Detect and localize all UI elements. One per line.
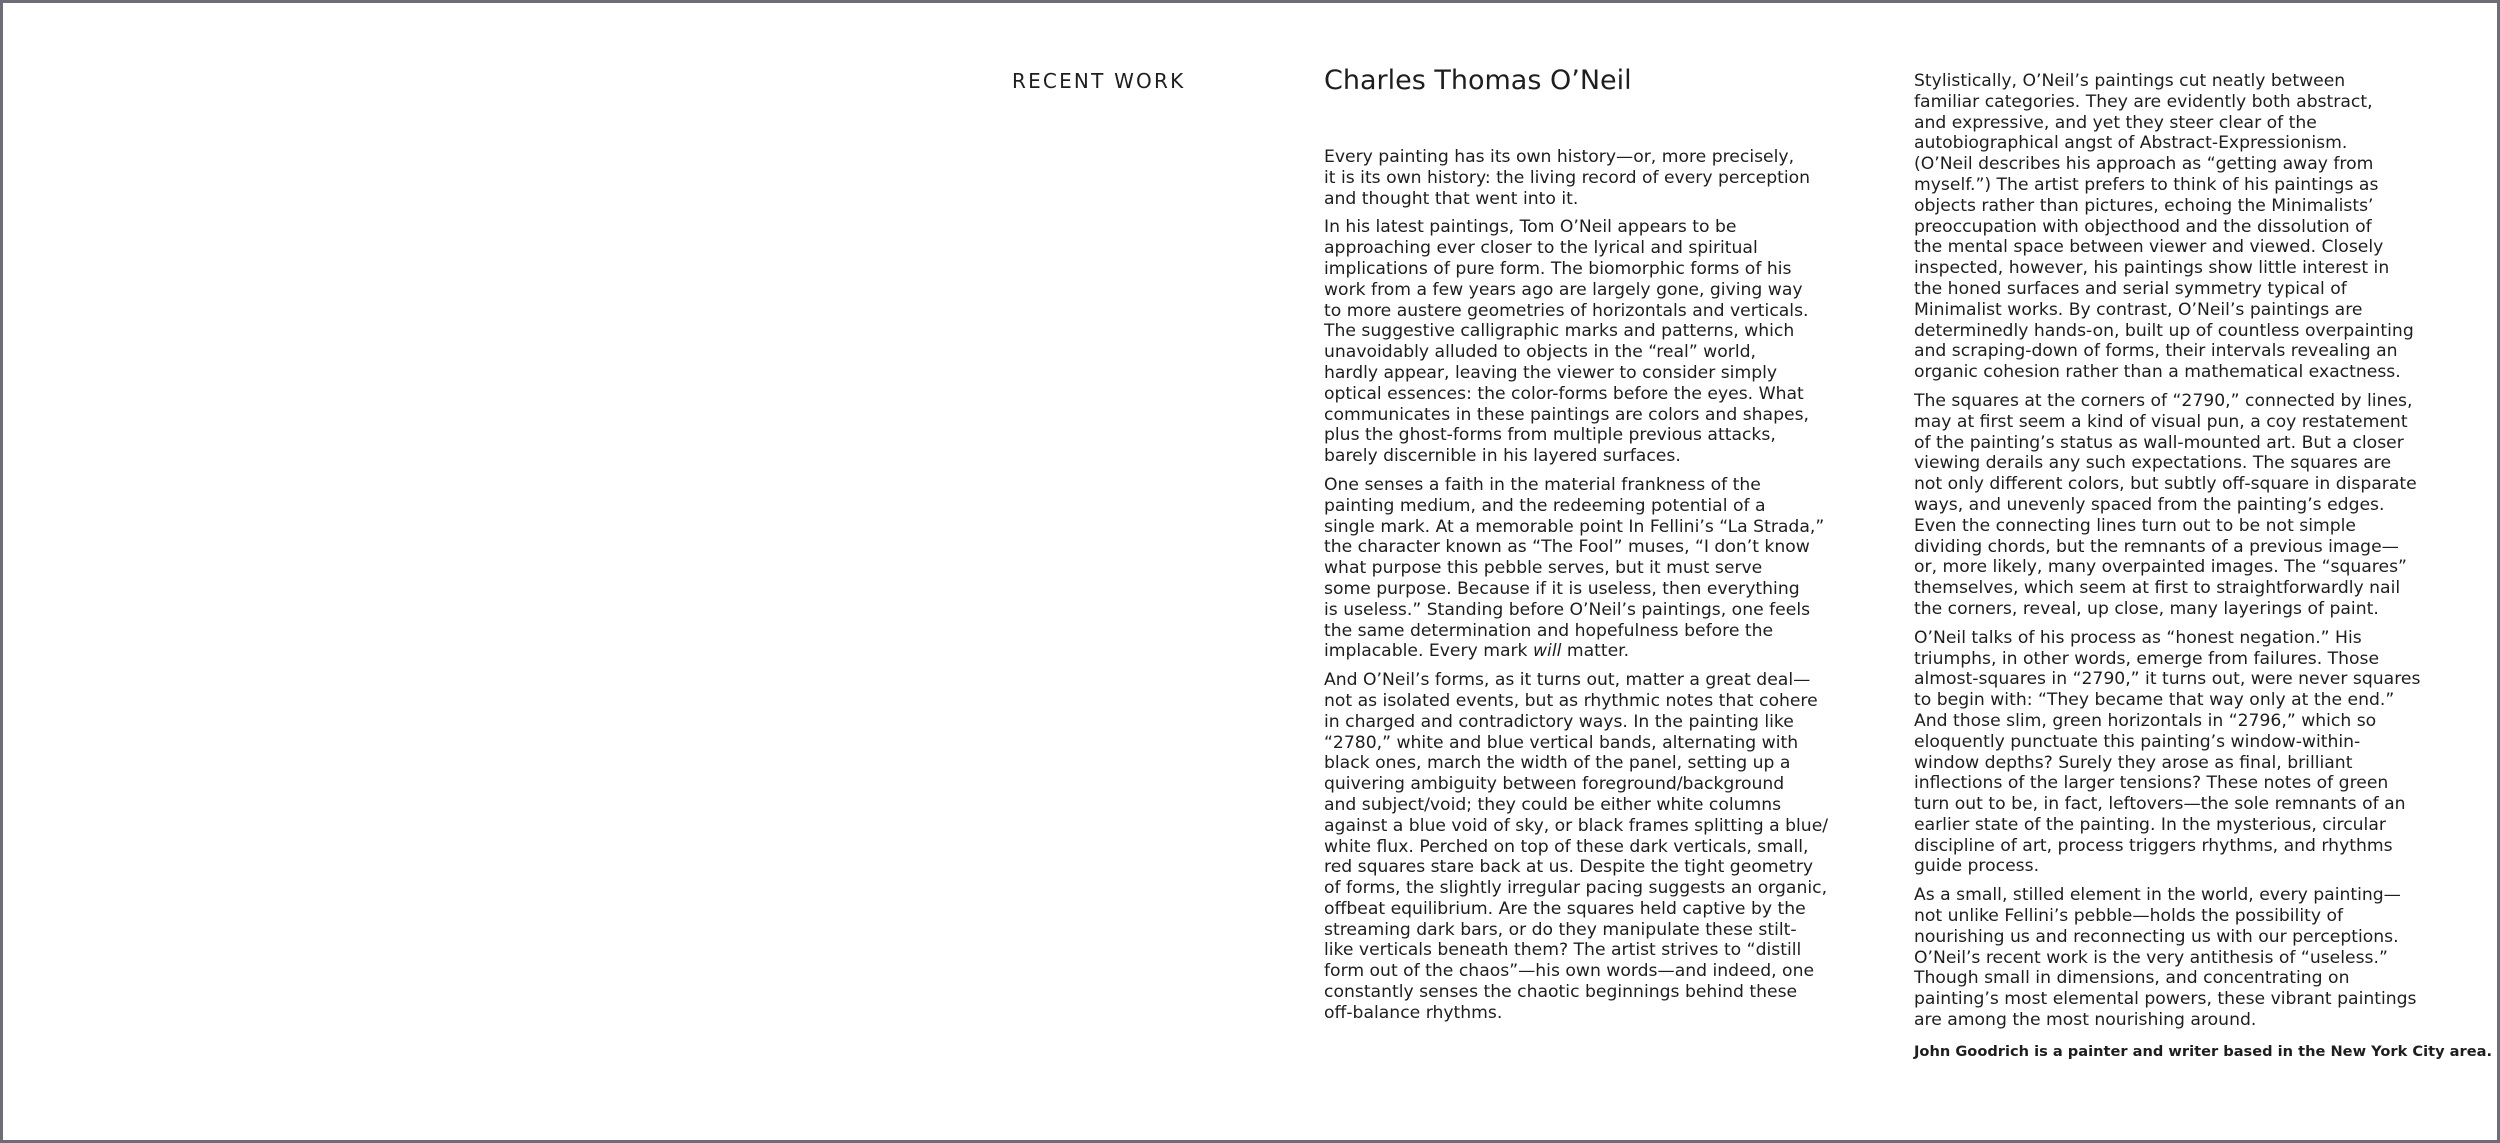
- text-line: dividing chords, but the remnants of a previous image—: [1914, 536, 2399, 557]
- text-line: earlier state of the painting. In the mysterious, circular: [1914, 814, 2386, 835]
- text-line: to begin with: “They became that way only at the end.”: [1914, 690, 2395, 711]
- text-line: viewing derails any such expectations. The squares are: [1914, 453, 2392, 474]
- text-line: and expressive, and yet they steer clear of the: [1914, 112, 2317, 133]
- essay-column-middle: [1324, 147, 1844, 1032]
- text-line: One senses a faith in the material frankness of the: [1324, 474, 1761, 495]
- text-line: work from a few years ago are largely gone, giving way: [1324, 279, 1803, 300]
- text-line: inflections of the larger tensions? These notes of green: [1914, 773, 2389, 794]
- text-line: not as isolated events, but as rhythmic notes that cohere: [1324, 690, 1818, 711]
- text-line: plus the ghost-forms from multiple previous attacks,: [1324, 425, 1776, 446]
- text-line: streaming dark bars, or do they manipulate these stilt-: [1324, 919, 1797, 940]
- paragraph-material-faith: [1324, 475, 1844, 662]
- text-line: barely discernible in his layered surfaces.: [1324, 446, 1681, 467]
- text-line: optical essences: the color-forms before the eyes. What: [1324, 383, 1804, 404]
- text-line: organic cohesion rather than a mathematical exactness.: [1914, 362, 2401, 383]
- text-line: nourishing us and reconnecting us with our perceptions.: [1914, 926, 2399, 947]
- text-line: Minimalist works. By contrast, O’Neil’s paintings are: [1914, 299, 2363, 320]
- paragraph-honest-negation: [1914, 628, 2439, 878]
- author-credit: John Goodrich is a painter and writer based in the New York City area.: [1914, 1042, 2492, 1060]
- text-line: are among the most nourishing around.: [1914, 1010, 2257, 1031]
- text-line: themselves, which seem at first to straightforwardly nail: [1914, 578, 2401, 599]
- text-line: painting medium, and the redeeming potential of a: [1324, 495, 1766, 516]
- text-line: objects rather than pictures, echoing the Minimalists’: [1914, 195, 2374, 216]
- text-line: to more austere geometries of horizontals and verticals.: [1324, 300, 1809, 321]
- text-line: single mark. At a memorable point In Fellini’s “La Strada,”: [1324, 516, 1825, 537]
- text-line: autobiographical angst of Abstract-Expressionism.: [1914, 133, 2348, 154]
- text-line: red squares stare back at us. Despite the tight geometry: [1324, 857, 1814, 878]
- text-line: painting’s most elemental powers, these vibrant paintings: [1914, 989, 2417, 1010]
- text-line: in charged and contradictory ways. In the painting like: [1324, 711, 1794, 732]
- text-line: [1324, 641, 1844, 662]
- text-line: determinedly hands-on, built up of countless overpainting: [1914, 320, 2414, 341]
- text-line: offbeat equilibrium. Are the squares held captive by the: [1324, 898, 1806, 919]
- text-line: “2780,” white and blue vertical bands, alternating with: [1324, 732, 1799, 753]
- text-line: In his latest paintings, Tom O’Neil appears to be: [1324, 217, 1737, 238]
- text-line: white flux. Perched on top of these dark verticals, small,: [1324, 836, 1809, 857]
- text-line: may at first seem a kind of visual pun, a coy restatement: [1914, 411, 2408, 432]
- paragraph-squares: [1914, 391, 2439, 620]
- text-line: is useless.” Standing before O’Neil’s paintings, one feels: [1324, 599, 1811, 620]
- text-line: familiar categories. They are evidently both abstract,: [1914, 91, 2373, 112]
- text-line: preoccupation with objecthood and the dissolution of: [1914, 216, 2372, 237]
- text-line: communicates in these paintings are colors and shapes,: [1324, 404, 1809, 425]
- text-line: form out of the chaos”—his own words—and indeed, one: [1324, 961, 1815, 982]
- text-line: it is its own history: the living record of every perception: [1324, 167, 1811, 188]
- artist-name-heading: Charles Thomas O’Neil: [1324, 65, 1632, 96]
- text-line: As a small, stilled element in the world, every painting—: [1914, 885, 2401, 906]
- text-line: or, more likely, many overpainted images. The “squares”: [1914, 557, 2407, 578]
- text-line: window depths? Surely they arose as final, brilliant: [1914, 752, 2353, 773]
- text-fragment: implacable. Every mark: [1324, 641, 1533, 662]
- text-line: some purpose. Because if it is useless, then everything: [1324, 578, 1800, 599]
- text-line: what purpose this pebble serves, but it must serve: [1324, 558, 1763, 579]
- text-line: the same determination and hopefulness before the: [1324, 620, 1774, 641]
- text-fragment: matter.: [1561, 641, 1630, 662]
- text-line: O’Neil’s recent work is the very antithesis of “useless.”: [1914, 947, 2388, 968]
- text-line: triumphs, in other words, emerge from failures. Those: [1914, 648, 2380, 669]
- text-line: of forms, the slightly irregular pacing suggests an organic,: [1324, 878, 1828, 899]
- text-line: Though small in dimensions, and concentrating on: [1914, 968, 2350, 989]
- text-line: And those slim, green horizontals in “2796,” which so: [1914, 710, 2377, 731]
- essay-column-right: [1914, 71, 2492, 1061]
- intro-paragraph: [1324, 147, 1844, 209]
- text-line: of the painting’s status as wall-mounted art. But a closer: [1914, 432, 2404, 453]
- text-line: unavoidably alluded to objects in the “real” world,: [1324, 342, 1756, 363]
- text-line: discipline of art, process triggers rhythms, and rhythms: [1914, 835, 2393, 856]
- paragraph-closing: [1914, 885, 2439, 1031]
- text-line: turn out to be, in fact, leftovers—the sole remnants of an: [1914, 794, 2406, 815]
- text-line: the honed surfaces and serial symmetry typical of: [1914, 278, 2347, 299]
- text-line: ways, and unevenly spaced from the painting’s edges.: [1914, 494, 2385, 515]
- text-line: almost-squares in “2790,” it turns out, were never squares: [1914, 669, 2421, 690]
- text-line: implications of pure form. The biomorphic forms of his: [1324, 258, 1792, 279]
- text-line: Even the connecting lines turn out to be not simple: [1914, 515, 2356, 536]
- text-line: inspected, however, his paintings show little interest in: [1914, 258, 2390, 279]
- text-line: quivering ambiguity between foreground/background: [1324, 774, 1785, 795]
- text-line: the corners, reveal, up close, many layerings of paint.: [1914, 598, 2379, 619]
- text-line: against a blue void of sky, or black frames splitting a blue/: [1324, 815, 1829, 836]
- text-line: the character known as “The Fool” muses, “I don’t know: [1324, 537, 1810, 558]
- paragraph-latest-paintings: [1324, 217, 1844, 467]
- text-line: approaching ever closer to the lyrical and spiritual: [1324, 238, 1758, 259]
- text-line: guide process.: [1914, 856, 2040, 877]
- text-line: black ones, march the width of the panel, setting up a: [1324, 753, 1791, 774]
- text-line: Every painting has its own history—or, more precisely,: [1324, 147, 1795, 167]
- text-line: not unlike Fellini’s pebble—holds the possibility of: [1914, 906, 2344, 927]
- text-line: the mental space between viewer and viewed. Closely: [1914, 237, 2384, 258]
- text-line: The squares at the corners of “2790,” connected by lines,: [1914, 390, 2413, 411]
- text-line: eloquently punctuate this painting’s window-within-: [1914, 731, 2361, 752]
- text-line: off-balance rhythms.: [1324, 1002, 1503, 1023]
- emphasized-word: will: [1532, 641, 1562, 662]
- text-line: not only different colors, but subtly off-square in disparate: [1914, 474, 2417, 495]
- text-line: like verticals beneath them? The artist strives to “distill: [1324, 940, 1802, 961]
- text-line: hardly appear, leaving the viewer to consider simply: [1324, 362, 1778, 383]
- text-line: The suggestive calligraphic marks and patterns, which: [1324, 321, 1795, 342]
- text-line: (O’Neil describes his approach as “getting away from: [1914, 154, 2374, 175]
- paragraph-forms: [1324, 670, 1844, 1024]
- text-line: And O’Neil’s forms, as it turns out, matter a great deal—: [1324, 670, 1811, 691]
- paragraph-stylistically: [1914, 71, 2439, 383]
- text-line: O’Neil talks of his process as “honest negation.” His: [1914, 627, 2362, 648]
- text-line: and thought that went into it.: [1324, 188, 1579, 209]
- text-line: and scraping-down of forms, their intervals revealing an: [1914, 341, 2398, 362]
- text-line: and subject/void; they could be either white columns: [1324, 794, 1782, 815]
- text-line: Stylistically, O’Neil’s paintings cut neatly between: [1914, 71, 2346, 91]
- text-line: myself.”) The artist prefers to think of his paintings as: [1914, 174, 2379, 195]
- text-line: constantly senses the chaotic beginnings behind these: [1324, 982, 1798, 1003]
- section-label: RECENT WORK: [1012, 69, 1186, 93]
